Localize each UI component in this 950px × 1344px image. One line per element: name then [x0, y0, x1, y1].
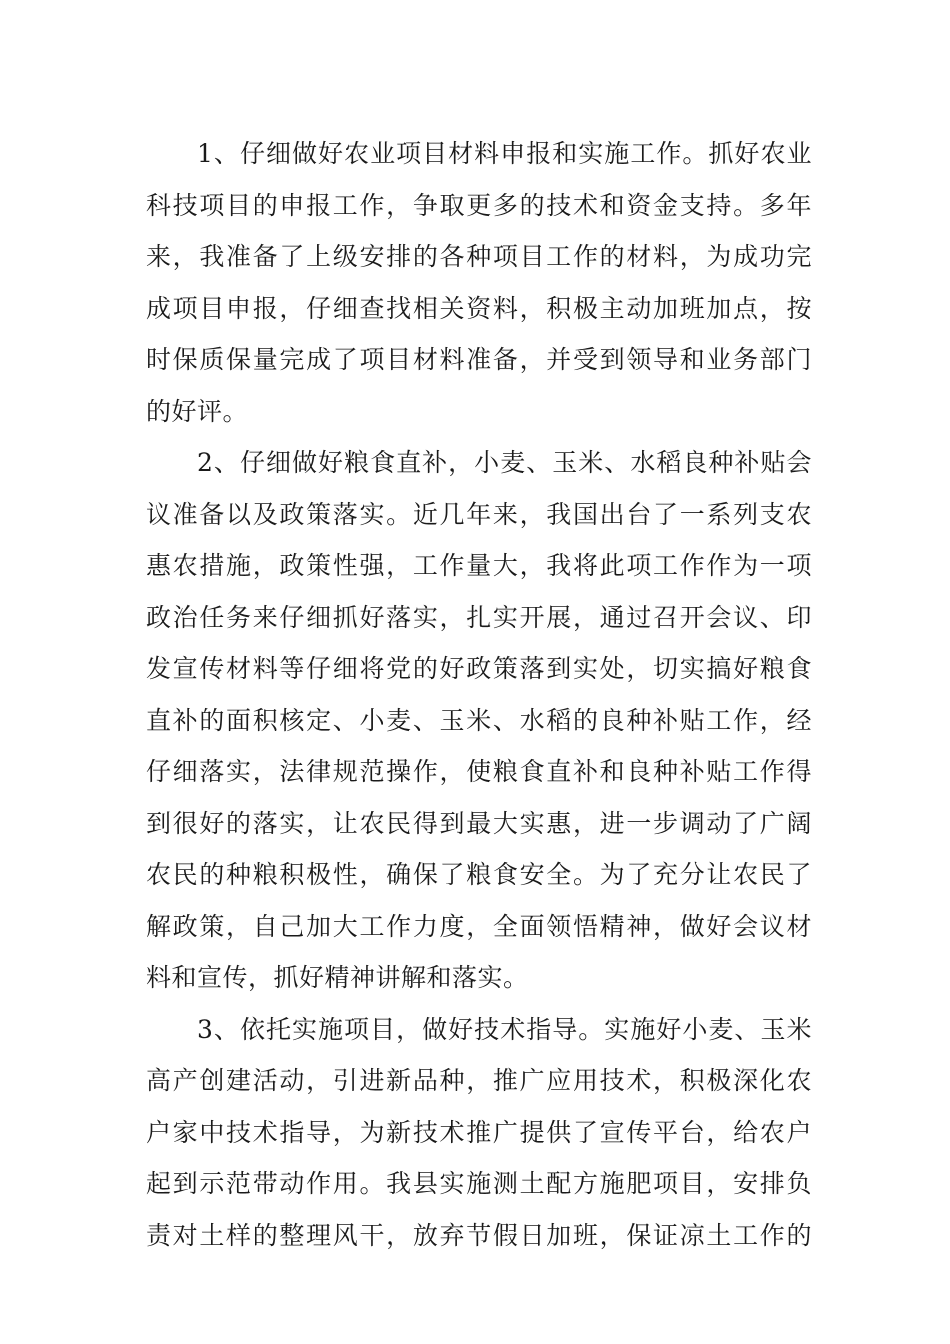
text-line: 来，我准备了上级安排的各种项目工作的材料，为成功完: [146, 242, 812, 271]
text-line: 户家中技术指导，为新技术推广提供了宣传平台，给农户: [146, 1117, 812, 1147]
text-line: 3、依托实施项目，做好技术指导。实施好小麦、玉米: [197, 1014, 812, 1044]
text-line: 科技项目的申报工作，争取更多的技术和资金支持。多年: [146, 190, 812, 220]
text-line: 议准备以及政策落实。近几年来，我国出台了一系列支农: [146, 499, 812, 529]
text-line: 农民的种粮积极性，确保了粮食安全。为了充分让农民了: [146, 860, 812, 889]
paragraph-2: [146, 437, 812, 1004]
text-line: 仔细落实，法律规范操作，使粮食直补和良种补贴工作得: [146, 757, 812, 786]
text-line: 1、仔细做好农业项目材料申报和实施工作。抓好农业: [197, 139, 812, 168]
text-line: 的好评。: [146, 396, 249, 426]
text-line: 高产创建活动，引进新品种，推广应用技术，积极深化农: [146, 1066, 812, 1095]
text-line: 责对土样的整理风干，放弃节假日加班，保证凉土工作的: [146, 1220, 812, 1250]
text-line: 时保质保量完成了项目材料准备，并受到领导和业务部门: [146, 345, 812, 374]
text-line: 料和宣传，抓好精神讲解和落实。: [146, 963, 529, 992]
document-body: [146, 128, 812, 1261]
paragraph-1: [146, 128, 812, 437]
text-line: 到很好的落实，让农民得到最大实惠，进一步调动了广阔: [146, 808, 812, 838]
paragraph-3: [146, 1004, 812, 1262]
text-line: 惠农措施，政策性强，工作量大，我将此项工作作为一项: [146, 551, 812, 580]
text-line: 成项目申报，仔细查找相关资料，积极主动加班加点，按: [146, 293, 812, 323]
text-line: 2、仔细做好粮食直补，小麦、玉米、水稻良种补贴会: [197, 448, 812, 477]
text-line: 发宣传材料等仔细将党的好政策落到实处，切实搞好粮食: [146, 654, 812, 683]
text-line: 起到示范带动作用。我县实施测土配方施肥项目，安排负: [146, 1169, 812, 1198]
text-line: 直补的面积核定、小麦、玉米、水稻的良种补贴工作，经: [146, 705, 812, 735]
text-line: 政治任务来仔细抓好落实，扎实开展，通过召开会议、印: [146, 602, 812, 632]
text-line: 解政策，自己加大工作力度，全面领悟精神，做好会议材: [146, 911, 812, 941]
